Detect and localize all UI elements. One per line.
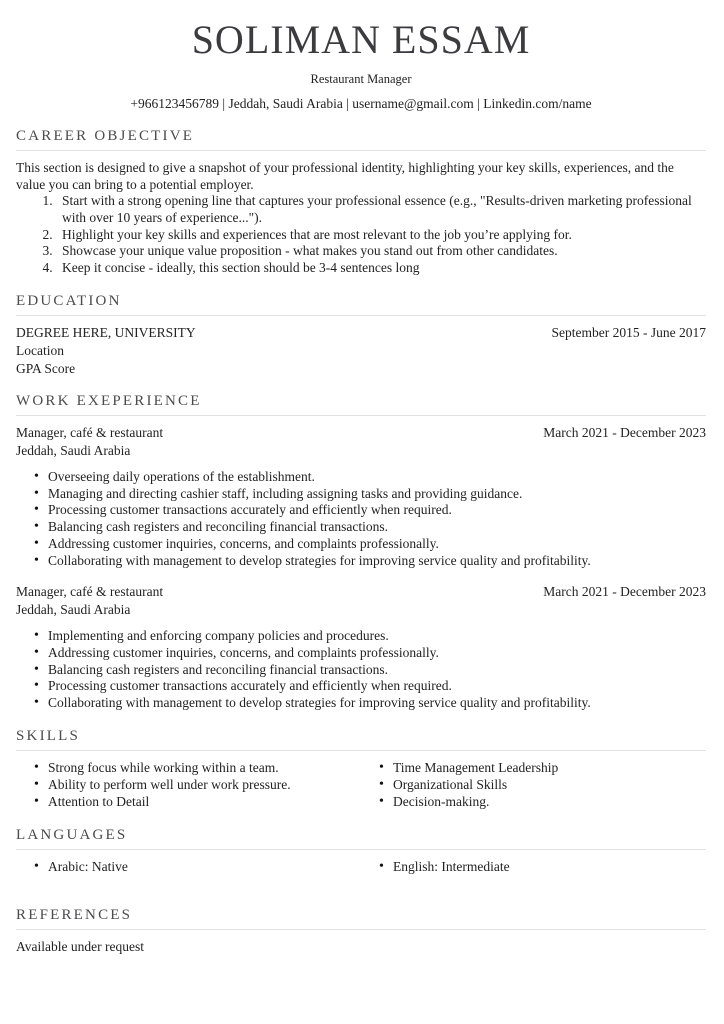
list-item: • Processing customer transactions accurately and efficiently when required. — [16, 502, 706, 519]
section-career-objective — [16, 128, 706, 277]
job-date-range-2: March 2021 - December 2023 — [543, 583, 706, 599]
candidate-name: SOLIMAN ESSAM — [191, 17, 531, 62]
career-objective-tips-list — [16, 193, 706, 277]
contact-info: +966123456789 | Jeddah, Saudi Arabia | username@gmail.com | Linkedin.com/name — [130, 96, 592, 111]
job-date-range-1: March 2021 - December 2023 — [543, 424, 706, 440]
career-objective-heading: CAREER OBJECTIVE — [16, 128, 706, 151]
section-work-experience — [16, 393, 706, 712]
work-experience-heading: WORK EXEPERIENCE — [16, 393, 706, 416]
education-heading: EDUCATION — [16, 293, 706, 316]
languages-column-right — [361, 850, 706, 876]
work-experience-body — [16, 425, 706, 712]
skills-column-right — [361, 751, 706, 811]
job-title-1: Manager, café & restaurant — [16, 424, 164, 440]
skills-heading: SKILLS — [16, 728, 706, 751]
job-entry-header — [16, 425, 706, 441]
career-objective-intro: This section is designed to give a snapshot of your professional identity, highlighting your key skills, experiences, and the value you can bring to a potential employer. — [16, 160, 674, 192]
job-location-2: Jeddah, Saudi Arabia — [16, 601, 131, 617]
job-entry-1 — [16, 425, 706, 570]
references-text: Available under request — [16, 938, 144, 954]
list-item: • Time Management Leadership — [361, 760, 706, 777]
skills-columns — [16, 751, 706, 811]
education-gpa: GPA Score — [16, 360, 76, 376]
career-objective-body — [16, 160, 706, 277]
candidate-job-title: Restaurant Manager — [310, 72, 412, 86]
education-body — [16, 325, 706, 377]
languages-list-left — [16, 859, 361, 876]
list-item: • Implementing and enforcing company policies and procedures. — [16, 628, 706, 645]
job-title-2: Manager, café & restaurant — [16, 583, 164, 599]
list-item: 4. Keep it concise - ideally, this section should be 3-4 sentences long — [56, 260, 706, 277]
skills-list-left — [16, 760, 361, 811]
skills-column-left — [16, 751, 361, 811]
section-references — [16, 907, 706, 956]
job-duties-list-1 — [16, 469, 706, 570]
list-item: • Overseeing daily operations of the establishment. — [16, 469, 706, 486]
list-item: • Balancing cash registers and reconciling financial transactions. — [16, 662, 706, 679]
list-item: • Managing and directing cashier staff, including assigning tasks and providing guidance. — [16, 486, 706, 503]
list-item: • Strong focus while working within a team. — [16, 760, 361, 777]
section-education — [16, 293, 706, 377]
list-item: • Processing customer transactions accurately and efficiently when required. — [16, 678, 706, 695]
languages-column-left — [16, 850, 361, 876]
list-item: • Collaborating with management to develop strategies for improving service quality and profitability. — [16, 553, 706, 570]
section-skills — [16, 728, 706, 811]
job-location-1: Jeddah, Saudi Arabia — [16, 442, 131, 458]
resume-header — [16, 18, 706, 112]
list-item: • Collaborating with management to develop strategies for improving service quality and profitability. — [16, 695, 706, 712]
list-item: • Addressing customer inquiries, concerns, and complaints professionally. — [16, 536, 706, 553]
job-duties-list-2 — [16, 628, 706, 712]
list-item: 1. Start with a strong opening line that captures your professional essence (e.g., "Results-driven marketing professional with over 10 years of experience..."). — [56, 193, 706, 226]
education-location: Location — [16, 342, 64, 358]
languages-columns — [16, 850, 706, 876]
list-item: • Ability to perform well under work pressure. — [16, 777, 361, 794]
degree-name: DEGREE HERE, UNIVERSITY — [16, 324, 196, 340]
education-entry-header — [16, 325, 706, 341]
list-item: • Balancing cash registers and reconciling financial transactions. — [16, 519, 706, 536]
list-item: • English: Intermediate — [361, 859, 706, 876]
languages-heading: LANGUAGES — [16, 827, 706, 850]
job-entry-header — [16, 584, 706, 600]
languages-list-right — [361, 859, 706, 876]
list-item: • Addressing customer inquiries, concerns, and complaints professionally. — [16, 645, 706, 662]
list-item: • Decision-making. — [361, 794, 706, 811]
section-languages — [16, 827, 706, 876]
references-heading: REFERENCES — [16, 907, 706, 930]
list-item: 3. Showcase your unique value proposition - what makes you stand out from other candidates. — [56, 243, 706, 260]
job-entry-2 — [16, 584, 706, 712]
list-item: 2. Highlight your key skills and experiences that are most relevant to the job you’re applying for. — [56, 227, 706, 244]
list-item: • Arabic: Native — [16, 859, 361, 876]
list-item: • Attention to Detail — [16, 794, 361, 811]
skills-list-right — [361, 760, 706, 811]
education-date-range: September 2015 - June 2017 — [551, 324, 706, 340]
list-item: • Organizational Skills — [361, 777, 706, 794]
